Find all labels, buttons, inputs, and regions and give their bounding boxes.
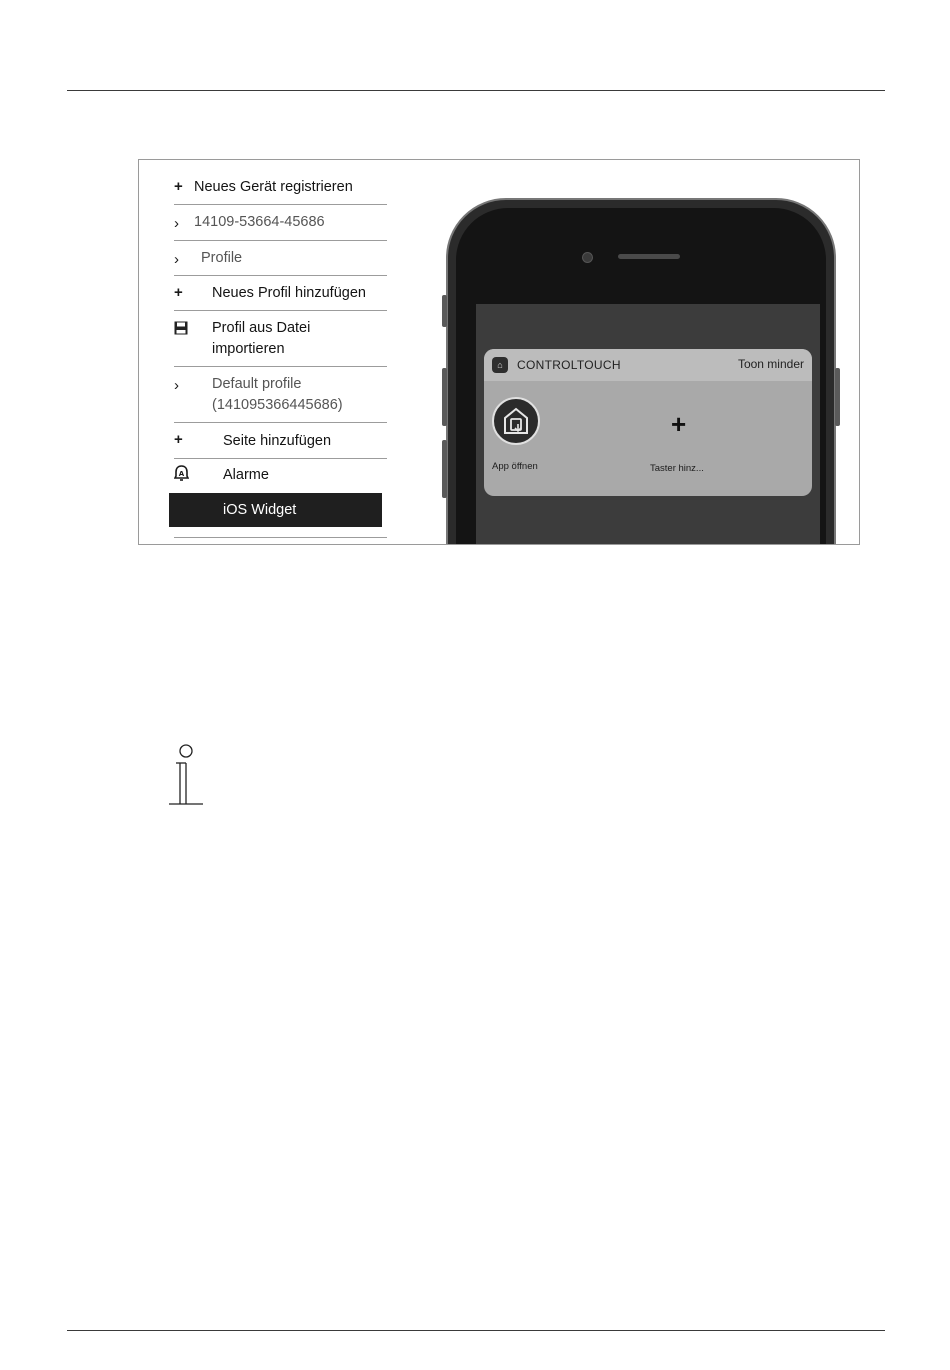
phone-mockup <box>446 198 836 545</box>
ios-widget <box>484 349 812 496</box>
info-note-icon <box>168 743 204 807</box>
menu-item-label-line2: (141095366445686) <box>212 397 343 413</box>
home-tablet-icon <box>503 407 529 435</box>
footer-rule <box>67 1330 885 1331</box>
plus-icon: + <box>174 431 183 448</box>
alarm-bell-icon <box>174 465 189 488</box>
widget-header <box>484 349 812 381</box>
phone-volume-up <box>442 368 447 426</box>
speaker-grille <box>618 254 680 259</box>
menu-item-label: 14109-53664-45686 <box>194 214 325 230</box>
menu-item-label: Seite hinzufügen <box>223 433 332 449</box>
svg-text:A: A <box>178 470 185 478</box>
save-disk-icon <box>174 320 188 341</box>
app-logo-icon: ⌂ <box>492 357 508 373</box>
menu-item-label: iOS Widget <box>223 502 297 518</box>
menu-item-label-line2: importieren <box>212 341 285 357</box>
chevron-right-icon: › <box>174 377 179 394</box>
phone-mute-switch <box>442 295 447 327</box>
menu-item-import-profile[interactable] <box>174 311 387 367</box>
phone-bezel <box>456 208 826 545</box>
menu-item-default-profile[interactable] <box>174 367 387 423</box>
phone-screen <box>476 304 820 545</box>
plus-icon: + <box>174 284 183 301</box>
header-rule <box>67 90 885 91</box>
screenshot-figure <box>138 159 860 545</box>
chevron-right-icon: › <box>174 251 179 268</box>
menu-item-label: Neues Gerät registrieren <box>194 179 353 195</box>
camera-icon <box>582 252 593 263</box>
add-button-label: Taster hinz... <box>650 463 704 474</box>
menu-item-add-page[interactable] <box>174 423 387 459</box>
menu-item-label: Neues Profil hinzufügen <box>212 285 366 301</box>
plus-icon: + <box>174 178 183 195</box>
widget-app-name: CONTROLTOUCH <box>517 358 621 372</box>
show-less-button[interactable]: Toon minder <box>737 357 804 371</box>
menu-item-label-line1: Profil aus Datei <box>212 320 311 336</box>
phone-volume-down <box>442 440 447 498</box>
menu-divider <box>174 537 387 538</box>
menu-item-alarms[interactable] <box>174 459 387 493</box>
add-button-plus-icon[interactable]: + <box>671 409 687 439</box>
open-app-button[interactable] <box>492 397 540 445</box>
menu-item-profile[interactable] <box>174 241 387 276</box>
menu-item-label: Profile <box>201 250 243 266</box>
chevron-right-icon: › <box>174 215 179 232</box>
menu-item-label-line1: Default profile <box>212 376 302 392</box>
menu-item-label: Alarme <box>223 467 269 483</box>
menu-item-device-id[interactable] <box>174 205 387 241</box>
menu-item-ios-widget[interactable] <box>169 493 382 527</box>
phone-power-button <box>835 368 840 426</box>
open-app-label: App öffnen <box>492 461 538 472</box>
app-menu <box>174 170 387 527</box>
menu-item-add-profile[interactable] <box>174 276 387 311</box>
menu-item-register-device[interactable] <box>174 170 387 205</box>
